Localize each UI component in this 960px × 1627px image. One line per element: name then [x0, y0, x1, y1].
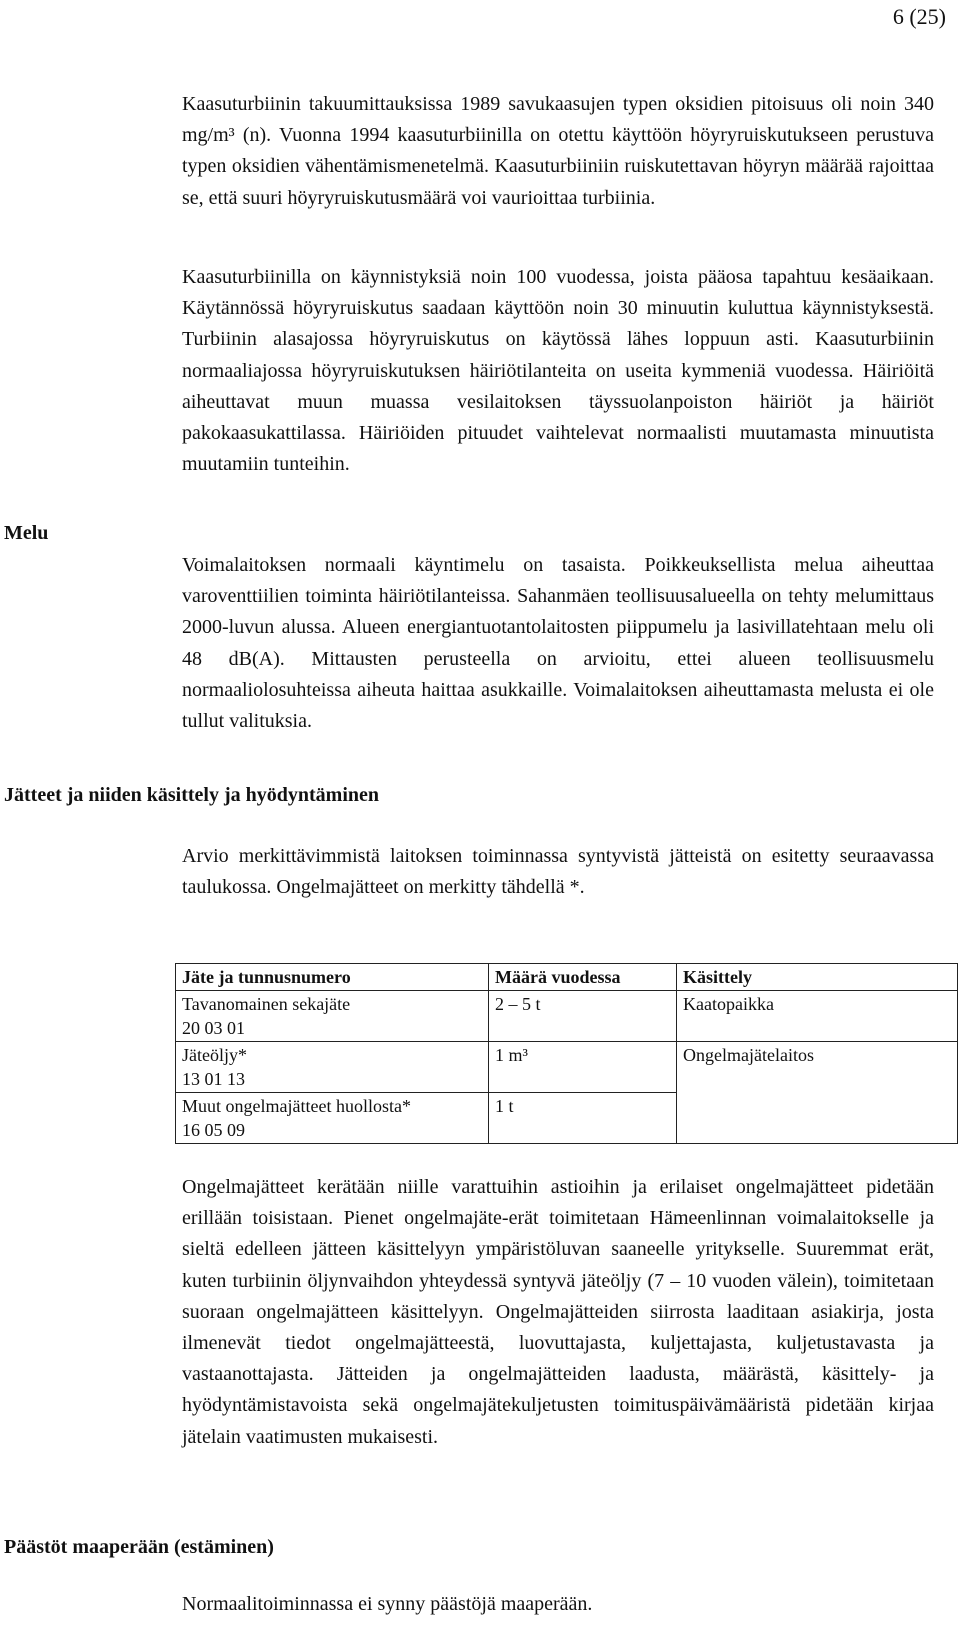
- paragraph-hazardous-waste: Ongelmajätteet kerätään niille varattuihin astioihin ja erilaiset ongelmajätteet pidetään erillään toisistaan. Pienet ongelmajäte-erät toimitetaan Hämeenlinnan voimalaitokselle ja sieltä edelleen jätteen käsittelyyn ympäristöluvan saaneelle yritykselle. Suuremmat erät, kuten turbiinin öljynvaihdon yhteydessä syntyvä jäteöljy (7 – 10 vuoden välein), toimitetaan suoraan ongelmajätteen käsittelyyn. Ongelmajätteiden siirrosta laaditaan asiakirja, josta ilmenevät tiedot ongelmajätteestä, luovuttajasta, kuljettajasta, kuljetustavasta ja vastaanottajasta. Jätteiden ja ongelmajätteiden laadusta, määrästä, käsittely- ja hyödyntämistavoista sekä ongelmajätekuljetusten toimituspäivämääristä pidetään kirjaa jätelain vaatimusten mukaisesti.: [182, 1176, 934, 1448]
- waste-code: 16 05 09: [182, 1120, 245, 1140]
- waste-table: [175, 963, 958, 1144]
- paragraph-gas-turbine-emissions: Kaasuturbiinin takuumittauksissa 1989 savukaasujen typen oksidien pitoisuus oli noin 340 mg/m³ (n). Vuonna 1994 kaasuturbiinilla on otettu käyttöön höyryruiskutukseen perustuva typen oksidien vähentämismenetelmä. Kaasuturbiiniin ruiskutettavan höyryn määrää rajoittaa se, että suuri höyryruiskutusmäärä voi vaurioittaa turbiinia.: [182, 93, 934, 209]
- paragraph-turbine-startups: Kaasuturbiinilla on käynnistyksiä noin 100 vuodessa, joista pääosa tapahtuu kesäaikaan. Käytännössä höyryruiskutus saadaan käyttöön noin 30 minuutin kuluttua käynnistyksestä. Turbiinin alasajossa höyryruiskutus on käytössä lähes loppuun asti. Kaasuturbiinin normaaliajossa höyryruiskutuksen häiriötilanteita on useita kymmeniä vuodessa. Häiriöitä aiheuttavat muun muassa vesilaitoksen täyssuolanpoiston häiriöt ja häiriöt pakokaasukattilassa. Häiriöiden pituudet vaihtelevat normaalisti muutamasta minuutista muutamiin tunteihin.: [182, 266, 934, 476]
- waste-code: 20 03 01: [182, 1018, 245, 1038]
- table-cell-amount: 1 m³: [489, 1042, 677, 1093]
- table-row: [176, 1042, 958, 1093]
- page-number: 6 (25): [892, 4, 946, 29]
- table-header-treatment: Käsittely: [677, 964, 958, 991]
- paragraph-soil: Normaalitoiminnassa ei synny päästöjä maaperään.: [182, 1593, 593, 1615]
- table-cell-waste: [176, 991, 489, 1042]
- waste-name: Tavanomainen sekajäte: [182, 994, 351, 1014]
- table-cell-amount: 2 – 5 t: [489, 991, 677, 1042]
- heading-jatteet: Jätteet ja niiden käsittely ja hyödyntäminen: [4, 784, 379, 806]
- waste-name: Jäteöljy*: [182, 1045, 247, 1065]
- table-cell-amount: 1 t: [489, 1093, 677, 1144]
- table-cell-waste: [176, 1093, 489, 1144]
- table-header-amount: Määrä vuodessa: [489, 964, 677, 991]
- table-cell-treatment: Kaatopaikka: [677, 991, 958, 1042]
- paragraph-waste-intro: Arvio merkittävimmistä laitoksen toiminnassa syntyvistä jätteistä on esitetty seuraavassa taulukossa. Ongelmajätteet on merkitty tähdellä *.: [182, 845, 934, 899]
- table-cell-treatment: Ongelmajätelaitos: [677, 1042, 958, 1144]
- table-cell-waste: [176, 1042, 489, 1093]
- table-header-row: [176, 964, 958, 991]
- waste-name: Muut ongelmajätteet huollosta*: [182, 1096, 411, 1116]
- heading-paastot: Päästöt maaperään (estäminen): [4, 1536, 274, 1558]
- table-row: [176, 991, 958, 1042]
- waste-code: 13 01 13: [182, 1069, 245, 1089]
- heading-melu: Melu: [4, 522, 49, 544]
- paragraph-noise: Voimalaitoksen normaali käyntimelu on tasaista. Poikkeuksellista melua aiheuttaa varoventtiilien toiminta häiriötilanteissa. Sahanmäen teollisuusalueella on tehty melumittaus 2000-luvun alussa. Alueen energiantuotantolaitosten piippumelu ja lasivillatehtaan melu oli 48 dB(A). Mittausten perusteella on arvioitu, ettei alueen teollisuusmelu normaaliolosuhteissa aiheuta haittaa asukkaille. Voimalaitoksen aiheuttamasta melusta ei ole tullut valituksia.: [182, 554, 934, 733]
- table-header-waste: Jäte ja tunnusnumero: [176, 964, 489, 991]
